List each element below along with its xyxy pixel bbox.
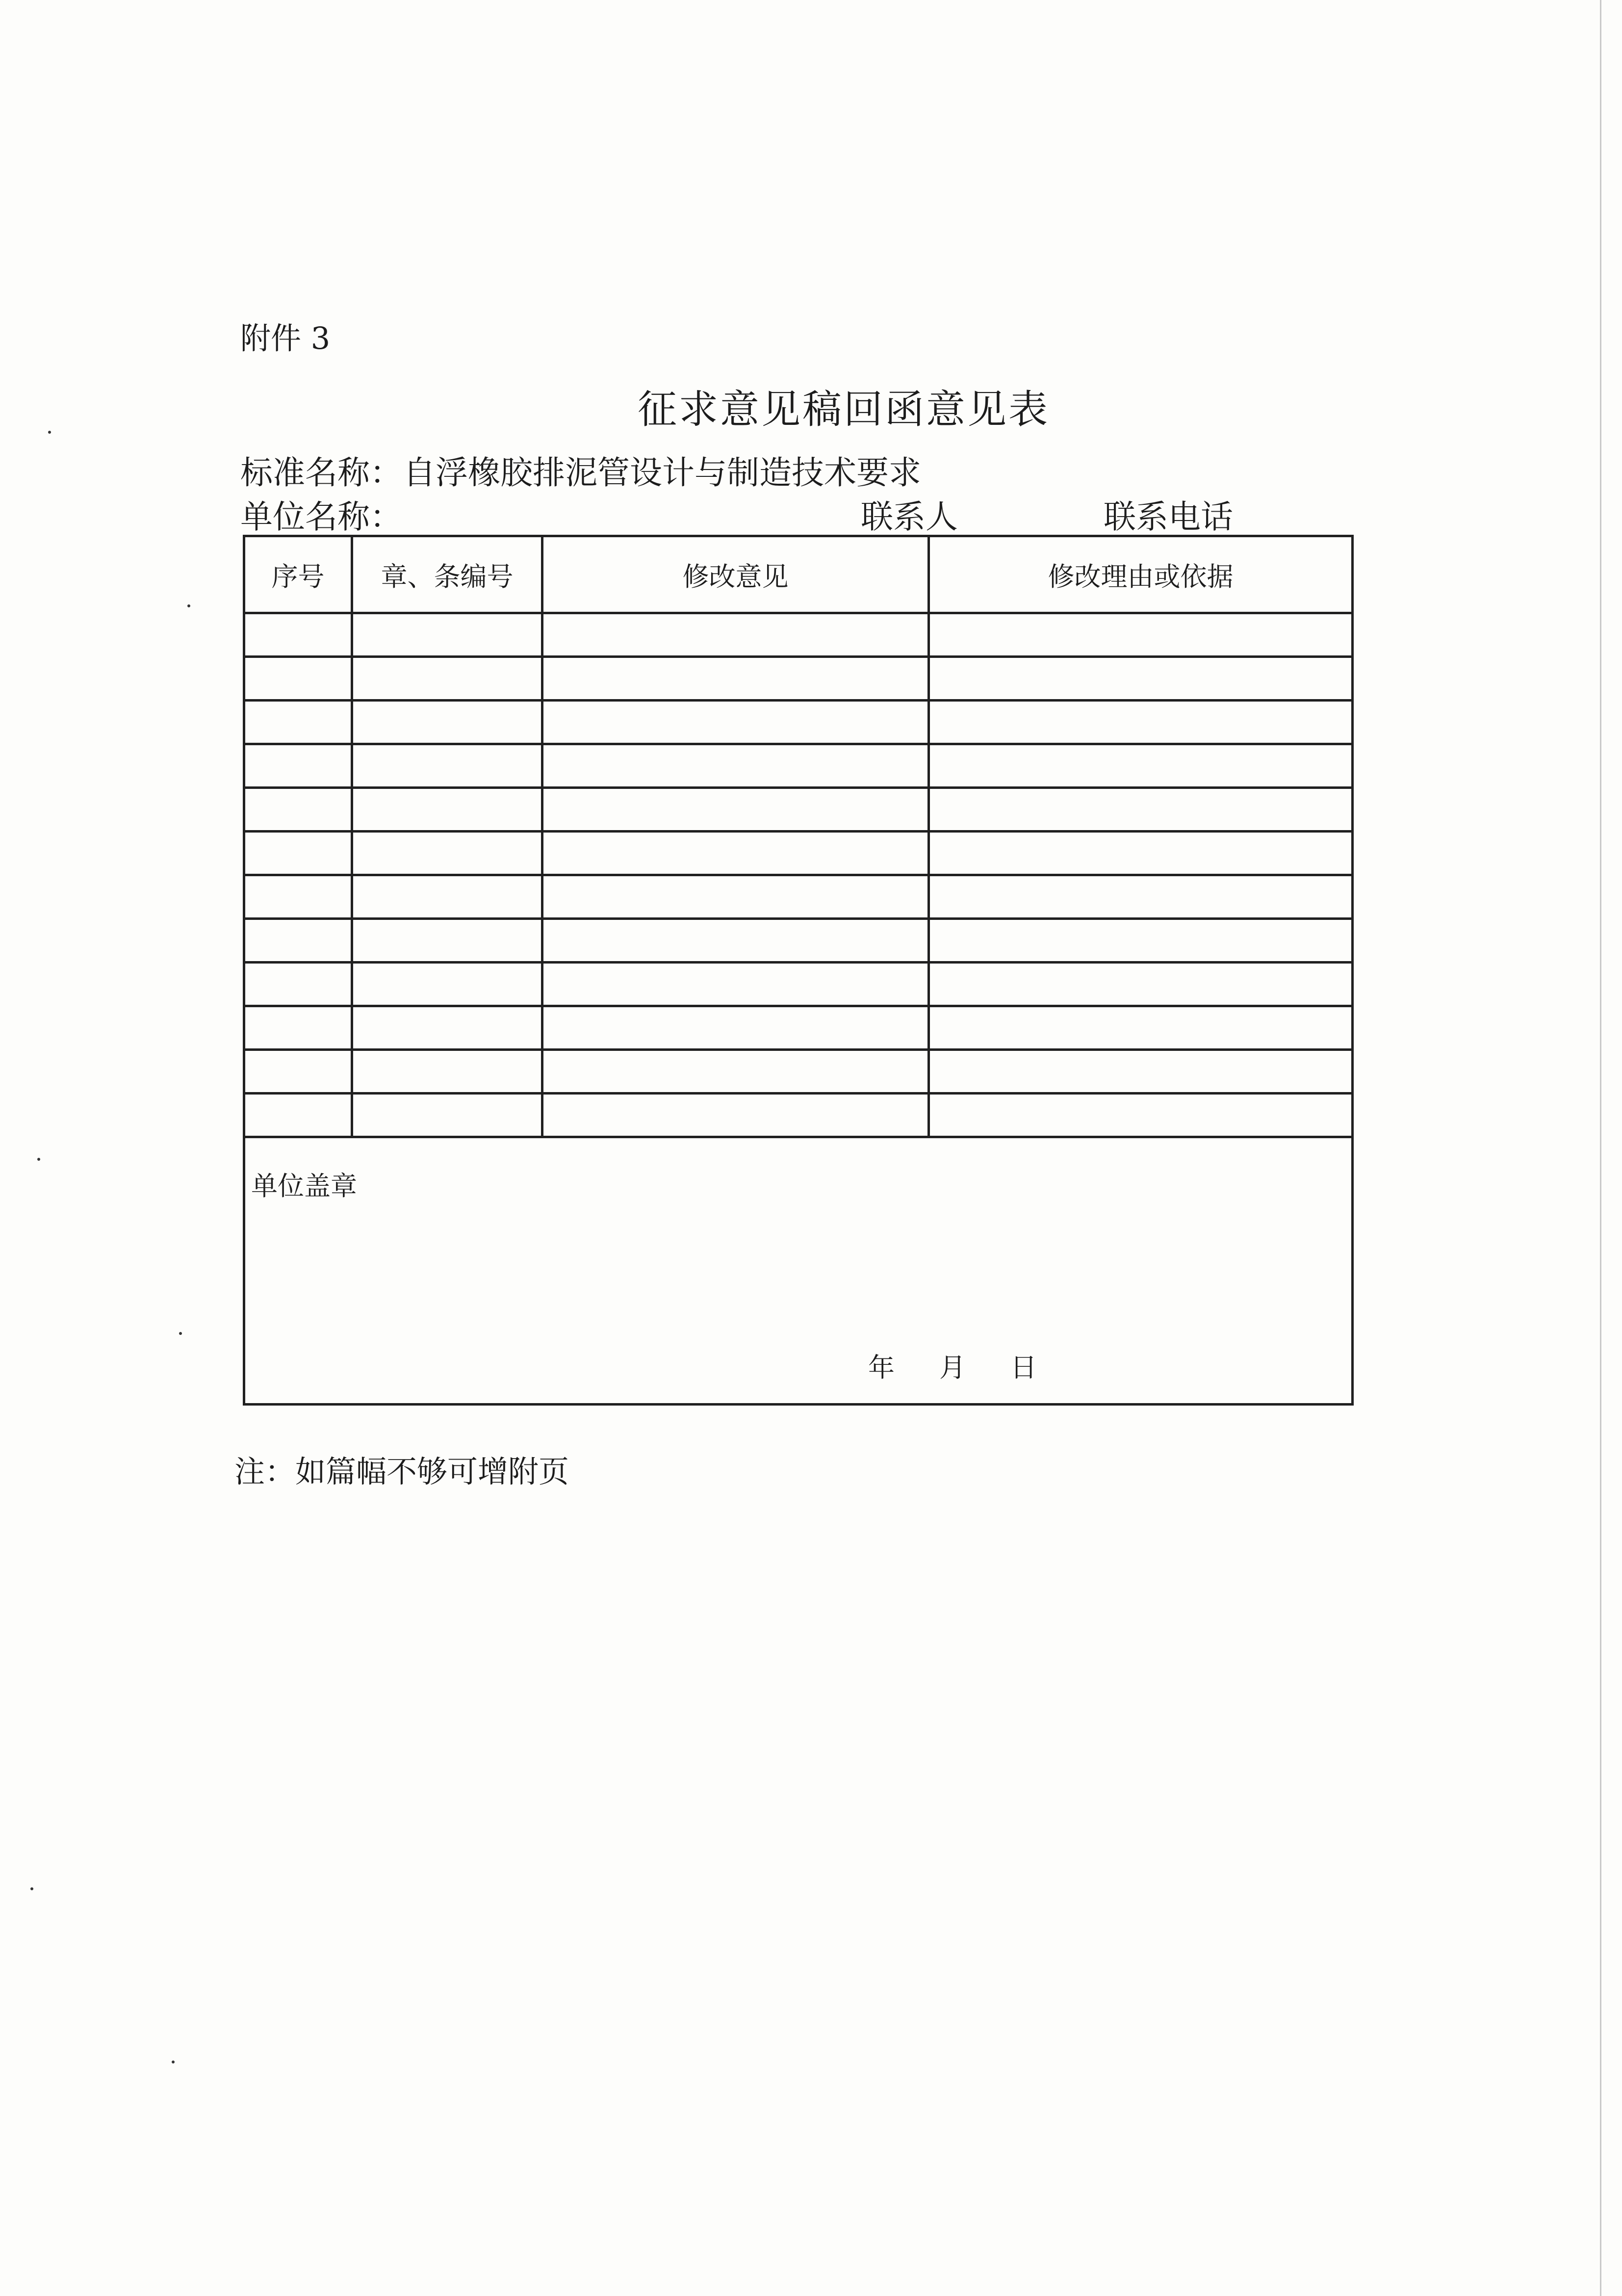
cell-revision-reason[interactable] bbox=[929, 1094, 1353, 1137]
scan-dot bbox=[37, 1158, 40, 1161]
contact-person-label: 联系人 bbox=[861, 498, 958, 536]
unit-name-label: 单位名称： bbox=[240, 498, 402, 536]
cell-revision-reason[interactable] bbox=[929, 657, 1353, 701]
scan-dot bbox=[172, 2061, 175, 2063]
cell-serial-number[interactable] bbox=[244, 832, 352, 875]
cell-revision-reason[interactable] bbox=[929, 613, 1353, 657]
cell-revision-comment[interactable] bbox=[542, 963, 929, 1006]
cell-clause-number[interactable] bbox=[352, 744, 542, 788]
table-header-row bbox=[244, 536, 1353, 613]
cell-revision-reason[interactable] bbox=[929, 788, 1353, 832]
table-row bbox=[244, 919, 1353, 963]
scan-dot bbox=[179, 1332, 182, 1335]
cell-serial-number[interactable] bbox=[244, 788, 352, 832]
table-row bbox=[244, 1006, 1353, 1050]
cell-serial-number[interactable] bbox=[244, 613, 352, 657]
cell-revision-reason[interactable] bbox=[929, 1050, 1353, 1094]
cell-serial-number[interactable] bbox=[244, 1006, 352, 1050]
header-revision-comment: 修改意见 bbox=[542, 536, 929, 613]
cell-clause-number[interactable] bbox=[352, 875, 542, 919]
cell-serial-number[interactable] bbox=[244, 744, 352, 788]
cell-revision-comment[interactable] bbox=[542, 613, 929, 657]
cell-revision-reason[interactable] bbox=[929, 744, 1353, 788]
cell-clause-number[interactable] bbox=[352, 1094, 542, 1137]
cell-revision-comment[interactable] bbox=[542, 701, 929, 744]
date-month-label: 月 bbox=[939, 1352, 966, 1383]
cell-serial-number[interactable] bbox=[244, 963, 352, 1006]
table-row bbox=[244, 701, 1353, 744]
cell-clause-number[interactable] bbox=[352, 657, 542, 701]
cell-serial-number[interactable] bbox=[244, 657, 352, 701]
cell-revision-reason[interactable] bbox=[929, 1006, 1353, 1050]
unit-seal-cell[interactable] bbox=[244, 1137, 1353, 1405]
cell-serial-number[interactable] bbox=[244, 875, 352, 919]
cell-revision-comment[interactable] bbox=[542, 875, 929, 919]
cell-revision-reason[interactable] bbox=[929, 701, 1353, 744]
header-revision-reason: 修改理由或依据 bbox=[929, 536, 1353, 613]
cell-serial-number[interactable] bbox=[244, 919, 352, 963]
attachment-label: 附件 3 bbox=[240, 320, 331, 356]
cell-revision-reason[interactable] bbox=[929, 832, 1353, 875]
scan-dot bbox=[48, 431, 51, 434]
date-year-label: 年 bbox=[868, 1352, 895, 1383]
cell-clause-number[interactable] bbox=[352, 1050, 542, 1094]
table-row bbox=[244, 875, 1353, 919]
cell-revision-reason[interactable] bbox=[929, 963, 1353, 1006]
scan-dot bbox=[187, 604, 190, 607]
header-clause-number: 章、条编号 bbox=[352, 536, 542, 613]
standard-name-label: 标准名称： bbox=[240, 454, 402, 492]
table-row bbox=[244, 657, 1353, 701]
cell-clause-number[interactable] bbox=[352, 963, 542, 1006]
table-row bbox=[244, 744, 1353, 788]
cell-clause-number[interactable] bbox=[352, 1006, 542, 1050]
date-day-label: 日 bbox=[1010, 1352, 1037, 1383]
cell-clause-number[interactable] bbox=[352, 613, 542, 657]
cell-clause-number[interactable] bbox=[352, 788, 542, 832]
cell-revision-comment[interactable] bbox=[542, 1094, 929, 1137]
table-row bbox=[244, 788, 1353, 832]
cell-revision-comment[interactable] bbox=[542, 832, 929, 875]
cell-revision-reason[interactable] bbox=[929, 919, 1353, 963]
cell-revision-comment[interactable] bbox=[542, 919, 929, 963]
scan-dot bbox=[30, 1887, 33, 1890]
standard-name-value: 自浮橡胶排泥管设计与制造技术要求 bbox=[403, 454, 921, 492]
table-row bbox=[244, 1094, 1353, 1137]
page-edge-line bbox=[1600, 0, 1601, 2296]
cell-clause-number[interactable] bbox=[352, 919, 542, 963]
cell-revision-comment[interactable] bbox=[542, 744, 929, 788]
cell-clause-number[interactable] bbox=[352, 701, 542, 744]
cell-revision-comment[interactable] bbox=[542, 1006, 929, 1050]
cell-serial-number[interactable] bbox=[244, 701, 352, 744]
contact-phone-label: 联系电话 bbox=[1104, 498, 1233, 536]
cell-clause-number[interactable] bbox=[352, 832, 542, 875]
footnote: 注：如篇幅不够可增附页 bbox=[234, 1454, 569, 1489]
unit-seal-label: 单位盖章 bbox=[251, 1171, 357, 1201]
form-title: 征求意见稿回函意见表 bbox=[638, 387, 1050, 432]
header-serial-number: 序号 bbox=[244, 536, 352, 613]
cell-revision-reason[interactable] bbox=[929, 875, 1353, 919]
table-row bbox=[244, 832, 1353, 875]
cell-revision-comment[interactable] bbox=[542, 1050, 929, 1094]
comment-form-table bbox=[243, 535, 1354, 1406]
cell-serial-number[interactable] bbox=[244, 1050, 352, 1094]
cell-revision-comment[interactable] bbox=[542, 657, 929, 701]
table-row bbox=[244, 1050, 1353, 1094]
table-row bbox=[244, 963, 1353, 1006]
table-row bbox=[244, 613, 1353, 657]
cell-serial-number[interactable] bbox=[244, 1094, 352, 1137]
cell-revision-comment[interactable] bbox=[542, 788, 929, 832]
